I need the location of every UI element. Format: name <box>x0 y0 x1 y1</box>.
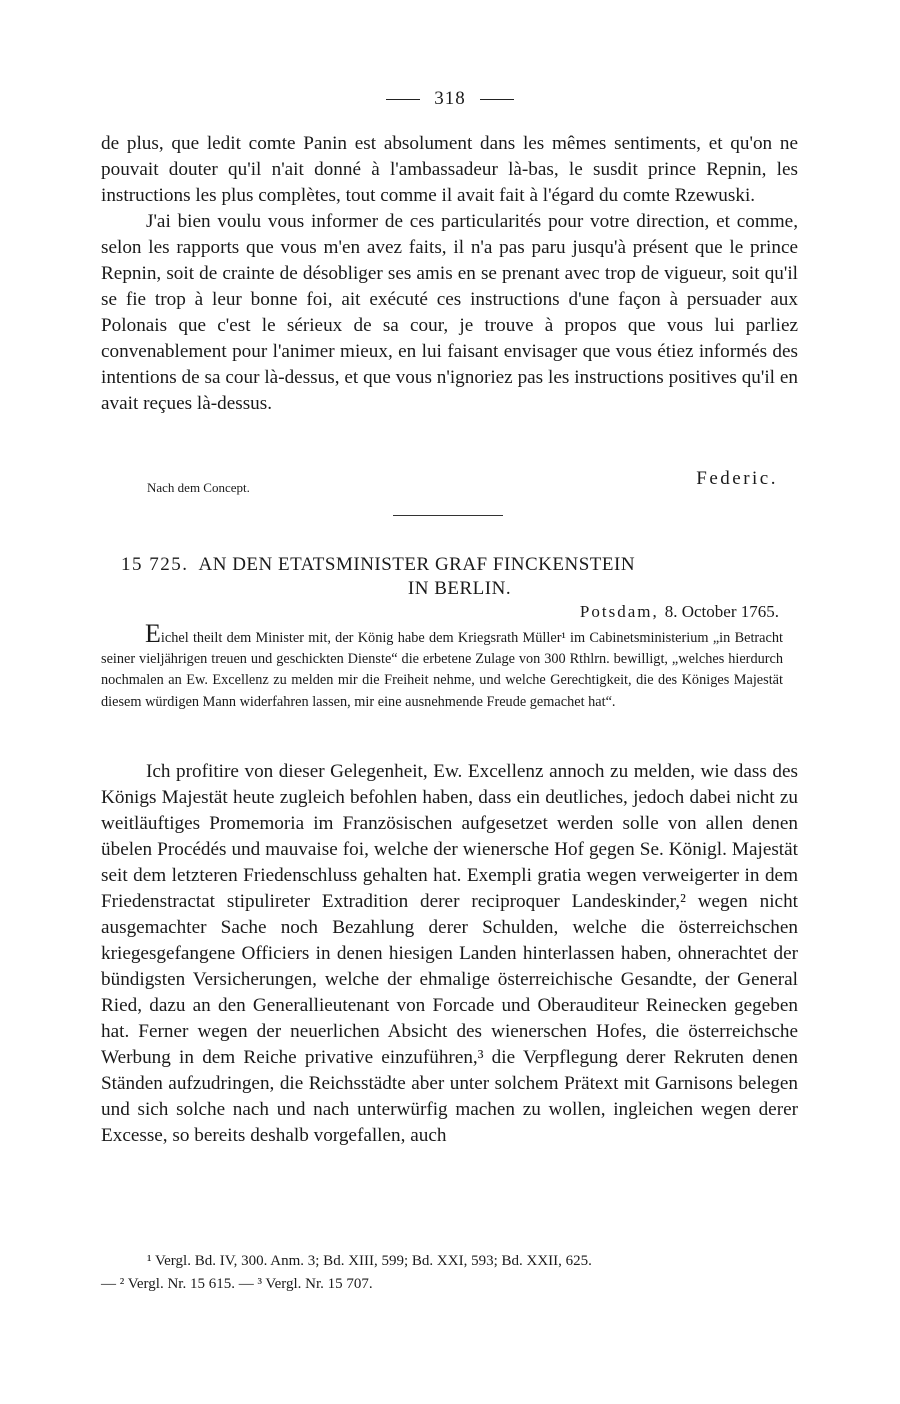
page-number <box>0 88 900 110</box>
paragraph: Ich profitire von dieser Gelegenheit, Ew. Excellenz annoch zu melden, wie dass des Königs Majestät heute zugleich befohlen haben, dass ein deutliches, jedoch dabei nicht zu weitläuftiges Promemoria im Französischen aufgesetzet werden solle von allen denen übelen Procédés und mauvaise foi, welche der wienersche Hof gegen Se. Königl. Majestät seit dem letzteren Friedenschluss gehalten hat. Exempli gratia wegen verweigerter in dem Friedenstractat stipulireter Extradition derer reciproquer Landeskinder,² wegen nicht ausgemachter Sache noch Bezahlung derer Schulden, welche die österreichschen kriegesgefangene Officiers in denen hiesigen Landen hinterlassen haben, ohnerachtet der bündigsten Versicherungen, welche der ehmalige österreichische Gesandte, der General Ried, dazu an den Generallieutenant von Forcade und Oberauditeur Reinecken gegeben hat. Ferner wegen der neuerlichen Absicht des wienerschen Hofes, die österreichsche Werbung in dem Reiche privative einzuführen,³ die Verpflegung derer Rekruten denen Ständen aufzudringen, die Reichsstädte aber unter solchem Prätext mit Garnisons belegen und sich solche nach und nach unterwürfig machen zu wollen, ingleichen wegen derer Excesse, so bereits deshalb vorgefallen, auch <box>101 761 798 1146</box>
letter-body-main <box>101 759 798 1149</box>
date-place: Potsdam, <box>579 602 659 621</box>
paragraph: J'ai bien voulu vous informer de ces particularités pour votre direction, et comme, selon les rapports que vous m'en avez faits, il n'a pas paru jusqu'à présent que le prince Repnin, soit de crainte de désobliger ses amis en se prenant avec trop de vigueur, soit qu'il se fie trop à leur bonne foi, ait exécuté ces instructions d'une façon à persuader aux Polonais que c'est le sérieux de sa cour, je trouve à propos que vous lui parliez convenablement pour l'animer mieux, en lui faisant envisager que vous étiez informés des intentions de sa cour là-dessus, et que vous n'ignoriez pas les instructions positives qu'il en avait reçues là-dessus. <box>101 211 798 414</box>
dateline <box>580 602 779 622</box>
paragraph: de plus, que ledit comte Panin est absolument dans les mêmes sentiments, et qu'on ne pouvait douter qu'il n'ait donné à l'ambassadeur là-bas, le susdit prince Repnin, les instructions les plus complètes, tout comme il avait fait à l'égard du comte Rzewuski. <box>101 133 798 206</box>
summary-initial: E <box>145 619 161 648</box>
footnotes <box>101 1250 801 1296</box>
section-divider <box>393 515 503 516</box>
heading-line-1: AN DEN ETATSMINISTER GRAF FINCKENSTEIN <box>198 554 636 575</box>
page-number-dash-left <box>386 99 420 100</box>
page-number-text: 318 <box>434 88 466 109</box>
letter-body-top <box>101 131 798 417</box>
heading-line-2: IN BERLIN. <box>407 578 512 599</box>
footnote-2-3: — ² Vergl. Nr. 15 615. — ³ Vergl. Nr. 15 707. <box>101 1276 373 1292</box>
footnote-1: ¹ Vergl. Bd. IV, 300. Anm. 3; Bd. XIII, 599; Bd. XXI, 593; Bd. XXII, 625. <box>147 1253 592 1269</box>
summary-text: ichel theilt dem Minister mit, der König habe dem Kriegsrath Müller¹ im Cabinetsministerium „in Betracht seiner vieljährigen treuen und geschickten Dienste“ die erbetene Zulage von 300 Rthlrn. bewilligt, „welches hierdurch nochmalen an Ew. Excellenz zu melden mir die Freiheit nehme, und welche Gerechtigkeit, die des Königes Majestät diesem würdigen Mann widerfahren lassen, mir eine ausnehmende Freude gemachet hat“. <box>101 630 783 710</box>
source-note: Nach dem Concept. <box>147 480 250 495</box>
signature: Federic. <box>696 468 778 489</box>
page-number-dash-right <box>480 99 514 100</box>
closing-line <box>101 468 778 494</box>
editorial-summary <box>101 619 783 713</box>
document-number: 15 725. <box>121 554 189 575</box>
document-heading <box>101 553 798 601</box>
date-value: 8. October 1765. <box>664 602 779 621</box>
